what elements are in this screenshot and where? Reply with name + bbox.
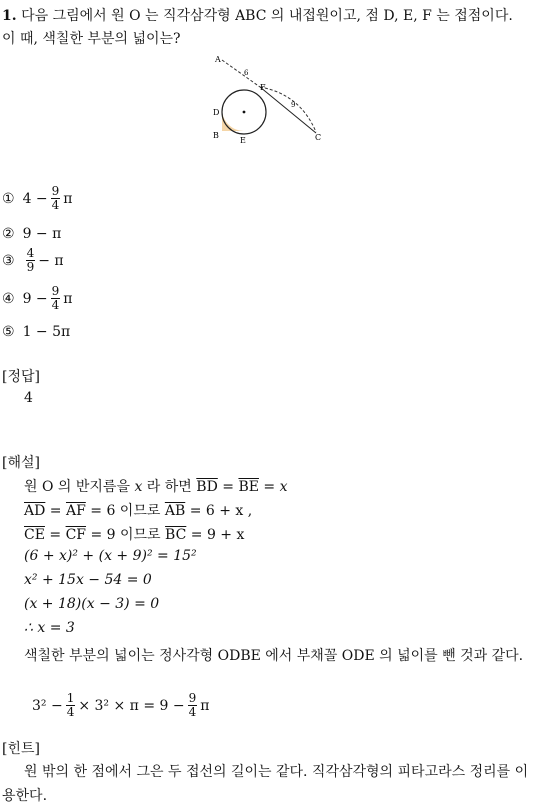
label-six: 6 bbox=[244, 69, 249, 77]
label-f: F bbox=[260, 83, 266, 92]
answer-value: 4 bbox=[24, 390, 33, 406]
choice-2[interactable]: ② 9 − π bbox=[2, 226, 62, 242]
explanation-label: [해설] bbox=[2, 455, 40, 471]
calc-fraction-1: $\frac{1}{4}$ bbox=[66, 691, 75, 719]
hint-label: [힌트] bbox=[2, 741, 40, 757]
explanation-equation-3: (x + 18)(x − 3) = 0 bbox=[24, 596, 160, 612]
explanation-line-3: $\overline{CE} = \overline{CF} = 9$ 이므로 $\overline{BC} = 9 + x$ bbox=[24, 527, 245, 543]
label-e: E bbox=[240, 136, 246, 145]
center-point-o bbox=[243, 111, 246, 114]
shaded-region bbox=[222, 110, 244, 131]
segment-fc bbox=[260, 87, 316, 133]
label-c: C bbox=[315, 133, 322, 142]
triangle-diagram bbox=[212, 52, 332, 147]
answer-label: [정답] bbox=[2, 369, 40, 385]
hint-text: 원 밖의 한 점에서 그은 두 접선의 길이는 같다. 직각삼각형의 피타고라스 정리를 이용한다. bbox=[2, 764, 529, 804]
choice-4-mark: ④ bbox=[2, 290, 15, 307]
calc-fraction-2: $\frac{9}{4}$ bbox=[188, 691, 197, 719]
choice-1-fraction: $\frac{9}{4}$ bbox=[51, 184, 60, 212]
choice-4-fraction: $\frac{9}{4}$ bbox=[51, 284, 60, 312]
choice-3-mark: ③ bbox=[2, 252, 15, 269]
choice-1[interactable]: ① 4 − $\frac{9}{4}$ π bbox=[2, 184, 73, 212]
label-d: D bbox=[213, 108, 220, 117]
explanation-line-2: $\overline{AD} = \overline{AF} = 6$ 이므로 $\overline{AB} = 6 + x$ , bbox=[24, 503, 253, 519]
explanation-equation-2: x² + 15x − 54 = 0 bbox=[24, 572, 152, 588]
choice-3-fraction: $\frac{4}{9}$ bbox=[26, 246, 35, 274]
explanation-calculation: 3² − $\frac{1}{4}$ × 3² × π = 9 − $\frac{9}{4}$ π bbox=[32, 691, 210, 719]
label-a: A bbox=[215, 55, 221, 64]
choice-5[interactable]: ⑤ 1 − 5π bbox=[2, 324, 71, 340]
question-number: 1. bbox=[2, 8, 17, 24]
explanation-line-1: 원 O 의 반지름을 x 라 하면 $\overline{BD} = \overline{BE} = x$ bbox=[24, 479, 288, 495]
label-b: B bbox=[213, 131, 219, 140]
explanation-paragraph: 색칠한 부분의 넓이는 정사각형 ODBE 에서 부채꼴 ODE 의 넓이를 뺀 것과 같다. bbox=[24, 648, 524, 664]
triangle-figure bbox=[212, 52, 332, 151]
choice-1-mark: ① bbox=[2, 190, 15, 207]
label-nine: 9 bbox=[291, 101, 296, 109]
choice-4[interactable]: ④ 9 − $\frac{9}{4}$ π bbox=[2, 284, 73, 312]
segment-af bbox=[222, 60, 260, 87]
choice-5-mark: ⑤ bbox=[2, 324, 15, 340]
choice-2-mark: ② bbox=[2, 226, 15, 242]
explanation-equation-1: (6 + x)² + (x + 9)² = 15² bbox=[24, 548, 197, 564]
question-text bbox=[2, 5, 530, 51]
explanation-equation-4: ∴ x = 3 bbox=[24, 620, 75, 636]
choice-3[interactable]: ③ $\frac{4}{9}$ − π bbox=[2, 246, 64, 274]
question-body: 다음 그림에서 원 O 는 직각삼각형 ABC 의 내접원이고, 점 D, E, F 는 접점이다. 이 때, 색칠한 부분의 넓이는? bbox=[2, 8, 513, 47]
